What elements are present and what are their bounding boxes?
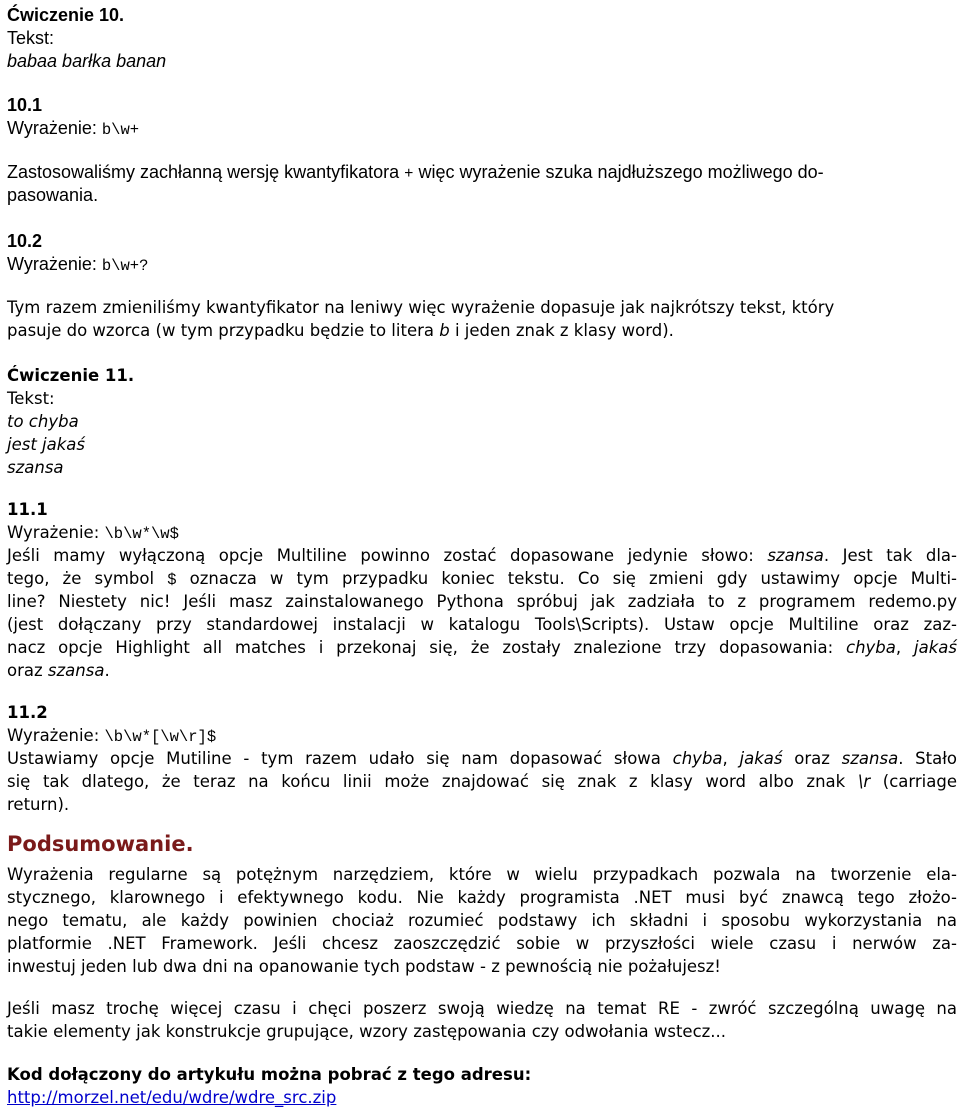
- summary-paragraph-line: nego tematu, ale każdy powinien chociaż rozumieć podstawy ich składni i sposobu wykorzystania na: [7, 911, 957, 930]
- section-11-1-paragraph-line: tego, że symbol $ oznacza w tym przypadku koniec tekstu. Co się zmieni gdy ustawimy opcje Multi-: [7, 569, 957, 589]
- section-11-1-paragraph-line: nacz opcje Highlight all matches i przekonaj się, że zostały znalezione trzy dopasowania: chyba, jakaś: [7, 638, 957, 657]
- exercise-11-text-line: jest jakaś: [7, 435, 86, 454]
- section-10-2-number: 10.2: [7, 231, 43, 251]
- section-11-1-expression: Wyrażenie: \b\w*\w$: [7, 523, 179, 543]
- section-11-1-paragraph-line: oraz szansa.: [7, 661, 110, 680]
- regex-code: b\w+: [101, 121, 140, 139]
- exercise-10-text-label: Tekst:: [7, 28, 55, 48]
- section-11-2-paragraph-line: Ustawiamy opcje Mutiline - tym razem udało się nam dopasować słowa chyba, jakaś oraz szansa. Stało: [7, 749, 958, 768]
- summary-paragraph-line: Wyrażenia regularne są potężnym narzędziem, które w wielu przypadkach pozwala na tworzenie ela-: [7, 865, 957, 884]
- summary-heading: Podsumowanie.: [7, 832, 194, 856]
- summary-paragraph-2-line: Jeśli masz trochę więcej czasu i chęci poszerz swoją wiedzę na temat RE - zwróć szczególną uwagę na: [7, 999, 957, 1018]
- section-11-1-paragraph-line: line? Niestety nic! Jeśli masz zainstalowanego Pythona spróbuj jak zadziała to z programem redemo.py: [7, 592, 957, 611]
- exercise-10-text-value: babaa barłka banan: [7, 51, 167, 71]
- section-11-1-paragraph-line: (jest dołączany przy standardowej instalacji w katalogu Tools\Scripts). Ustaw opcje Multiline oraz zaz-: [7, 615, 957, 634]
- exercise-11-title: Ćwiczenie 11.: [7, 366, 135, 385]
- section-11-1-paragraph-line: Jeśli mamy wyłączoną opcje Multiline powinno zostać dopasowane jedynie słowo: szansa. Jest tak dla-: [7, 546, 957, 565]
- section-11-1-number: 11.1: [7, 500, 48, 519]
- regex-code: b\w+?: [101, 257, 149, 275]
- exercise-11-text-label: Tekst:: [7, 389, 55, 408]
- code-download-link[interactable]: http://morzel.net/edu/wdre/wdre_src.zip: [7, 1088, 337, 1107]
- summary-paragraph-line: stycznego, klarownego i efektywnego kodu. Nie każdy programista .NET musi być znawcą tego złożo-: [7, 888, 957, 907]
- summary-paragraph-line: platformie .NET Framework. Jeśli chcesz zaoszczędzić sobie w przyszłości wiele czasu i nerwów za-: [7, 934, 957, 953]
- exercise-11-text-line: to chyba: [7, 412, 79, 431]
- exercise-10-title: Ćwiczenie 10.: [7, 5, 125, 25]
- section-10-2-description-line: Tym razem zmieniliśmy kwantyfikator na leniwy więc wyrażenie dopasuje jak najkrótszy tekst, który: [7, 298, 835, 317]
- section-11-2-paragraph-line: return).: [7, 795, 70, 814]
- summary-paragraph-2-line: takie elementy jak konstrukcje grupujące, wzory zastępowania czy odwołania wstecz...: [7, 1022, 727, 1041]
- exercise-11-text-line: szansa: [7, 458, 64, 477]
- section-10-1-description-line: Zastosowaliśmy zachłanną wersję kwantyfikatora + więc wyrażenie szuka najdłuższego możliwego do-: [7, 162, 824, 183]
- section-10-2-expression: Wyrażenie: b\w+?: [7, 254, 149, 275]
- code-download-line: [7, 1086, 336, 1109]
- summary-paragraph-line: inwestuj jeden lub dwa dni na opanowanie tych podstaw - z pewnością nie pożałujesz!: [7, 957, 721, 976]
- section-11-2-number: 11.2: [7, 703, 48, 722]
- regex-code: \b\w*\w$: [104, 525, 179, 543]
- code-download-label: Kod dołączony do artykułu można pobrać z tego adresu:: [7, 1065, 532, 1084]
- section-10-1-expression: Wyrażenie: b\w+: [7, 118, 140, 139]
- section-11-2-expression: Wyrażenie: \b\w*[\w\r]$: [7, 726, 217, 746]
- section-10-1-description-line: pasowania.: [7, 185, 99, 205]
- section-10-1-number: 10.1: [7, 95, 43, 115]
- regex-code: \b\w*[\w\r]$: [104, 728, 217, 746]
- section-10-2-description-line: pasuje do wzorca (w tym przypadku będzie to litera b i jeden znak z klasy word).: [7, 321, 674, 340]
- section-11-2-paragraph-line: się tak dlatego, że teraz na końcu linii może znajdować się znak z klasy word albo znak \r (carriage: [7, 772, 957, 791]
